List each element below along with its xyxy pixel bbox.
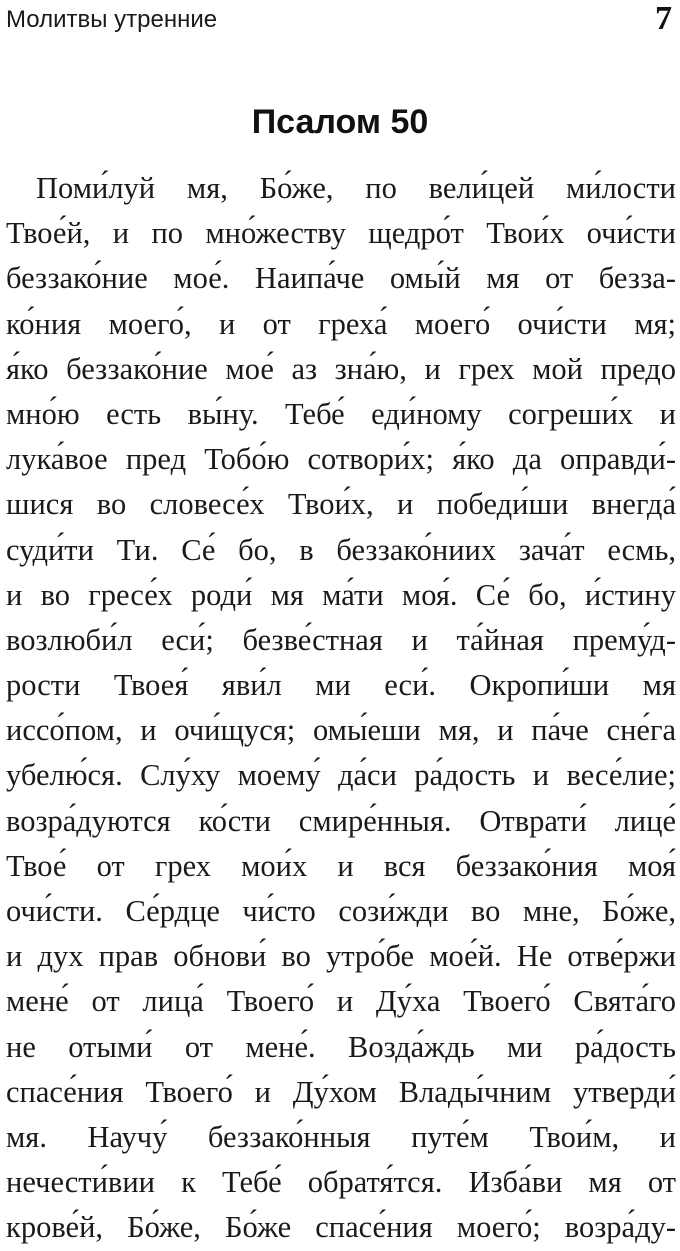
- text-line: возлюби́л еси́; безве́стная и та́йная прему́д-: [6, 622, 676, 657]
- text-line: очи́сти. Се́рдце чи́сто сози́жди во мне, Бо́же,: [6, 894, 676, 928]
- text-line: суди́ти Ти. Се́ бо, в беззако́ниих зача́т есмь,: [6, 532, 676, 567]
- text-line: убелю́ся. Слу́ху моему́ да́си ра́дость и весе́лие;: [6, 758, 676, 793]
- text-line: я́ко беззако́ние мое́ аз зна́ю, и грех мой предо: [6, 351, 676, 386]
- psalm-text: [6, 166, 676, 1251]
- text-line: лука́вое пред Тобо́ю сотвори́х; я́ко да оправди́-: [6, 442, 676, 477]
- text-line: спасе́ния Твоего́ и Ду́хом Влады́чним утверди́: [6, 1074, 676, 1109]
- page-number: 7: [655, 0, 672, 37]
- running-head-title: Молитвы утренние: [6, 6, 218, 33]
- text-line: ко́ния моего́, и от греха́ моего́ очи́сти мя;: [6, 306, 676, 341]
- text-line: возра́дуются ко́сти смире́нныя. Отврати́ лице́: [6, 803, 676, 838]
- text-line: нечести́вии к Тебе́ обратя́тся. Изба́ви мя от: [6, 1165, 676, 1200]
- text-line: мя. Научу́ беззако́нныя путе́м Твои́м, и: [6, 1119, 676, 1154]
- text-line: шися во словесе́х Твои́х, и победи́ши внегда́: [6, 487, 676, 522]
- text-line: и во гресе́х роди́ мя ма́ти моя́. Се́ бо, и́стину: [6, 577, 676, 612]
- text-line: Твое́й, и по мно́жеству щедро́т Твои́х очи́сти: [6, 216, 676, 251]
- text-line: иссо́пом, и очи́щуся; омы́еши мя, и па́че сне́га: [6, 713, 676, 748]
- text-line: мене́ от лица́ Твоего́ и Ду́ха Твоего́ Свята́го: [6, 984, 676, 1019]
- text-line: не отыми́ от мене́. Возда́ждь ми ра́дость: [6, 1029, 676, 1064]
- text-line: беззако́ние мое́. Наипа́че омы́й мя от безза-: [6, 261, 676, 296]
- text-line: Поми́луй мя, Бо́же, по вели́цей ми́лости: [36, 171, 676, 205]
- text-line: Твое́ от грех мои́х и вся беззако́ния моя́: [6, 848, 676, 883]
- psalm-title: Псалом 50: [251, 103, 429, 141]
- text-line: мно́ю есть вы́ну. Тебе́ еди́ному согреши́х и: [6, 396, 676, 431]
- text-line: и дух прав обнови́ во утро́бе мое́й. Не отве́ржи: [6, 939, 676, 974]
- text-line: рости Твоея́ яви́л ми еси́. Окропи́ши мя: [6, 668, 676, 703]
- text-line: крове́й, Бо́же, Бо́же спасе́ния моего́; возра́ду-: [6, 1210, 676, 1245]
